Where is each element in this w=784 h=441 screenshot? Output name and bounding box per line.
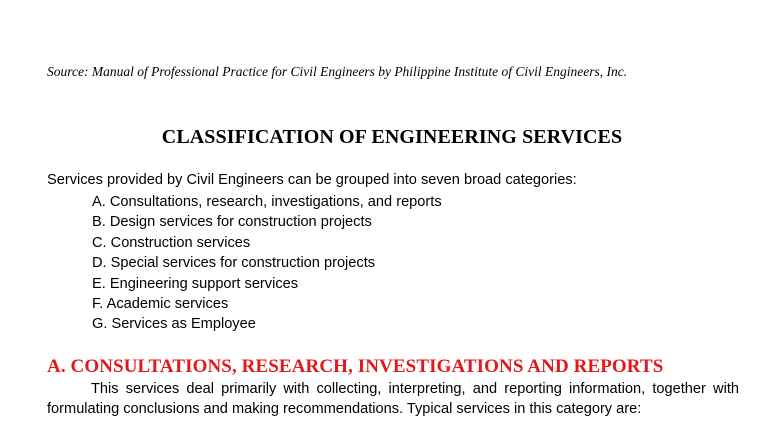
category-list bbox=[92, 192, 442, 335]
category-item: C. Construction services bbox=[92, 234, 251, 251]
category-item: A. Consultations, research, investigations, and reports bbox=[92, 194, 442, 210]
section-a-heading: A. CONSULTATIONS, RESEARCH, INVESTIGATIONS AND REPORTS bbox=[47, 356, 664, 377]
category-item: G. Services as Employee bbox=[92, 316, 256, 333]
category-item: D. Special services for construction projects bbox=[92, 255, 376, 272]
intro-text: Services provided by Civil Engineers can be grouped into seven broad categories: bbox=[47, 172, 577, 188]
category-item: F. Academic services bbox=[92, 295, 229, 312]
category-item: E. Engineering support services bbox=[92, 275, 299, 292]
section-a-paragraph: This services deal primarily with collecting, interpreting, and reporting information, together with formulating conclusions and making recommendations. Typical services in this category are: bbox=[47, 381, 739, 417]
category-item: B. Design services for construction projects bbox=[92, 214, 372, 231]
document-title: CLASSIFICATION OF ENGINEERING SERVICES bbox=[161, 126, 623, 148]
source-citation: Source: Manual of Professional Practice for Civil Engineers by Philippine Institute of Civil Engineers, Inc. bbox=[47, 64, 628, 79]
